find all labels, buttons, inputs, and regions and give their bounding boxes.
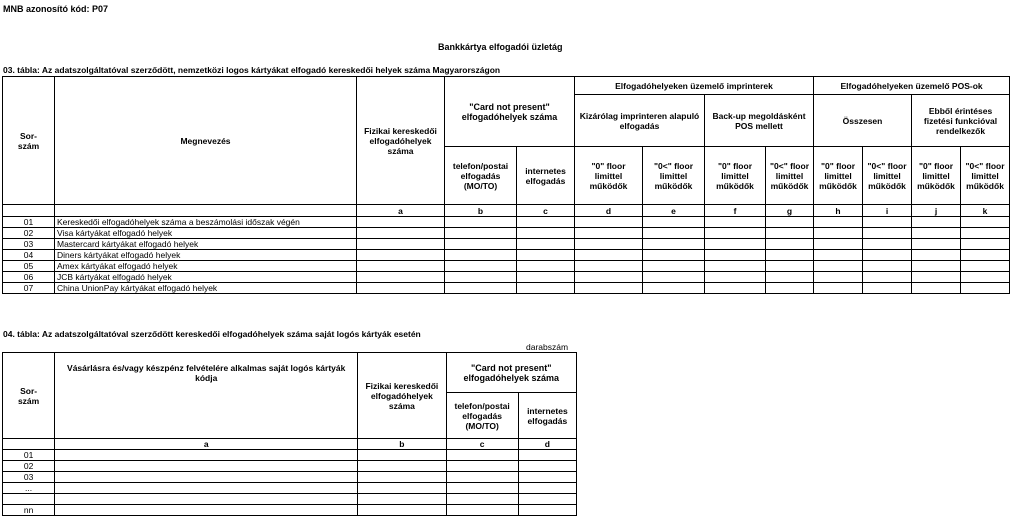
data-cell[interactable]: [358, 450, 446, 461]
col-letter: a: [55, 439, 358, 450]
data-cell[interactable]: [446, 483, 518, 494]
data-cell[interactable]: [766, 283, 814, 294]
data-cell[interactable]: [705, 228, 766, 239]
data-cell[interactable]: [575, 272, 643, 283]
data-cell[interactable]: [814, 228, 863, 239]
data-cell[interactable]: [575, 250, 643, 261]
data-cell[interactable]: [518, 483, 576, 494]
data-cell[interactable]: [705, 217, 766, 228]
fizikai-header: Fizikai kereskedői elfogadóhelyek száma: [357, 77, 445, 205]
table03-caption: 03. tábla: Az adatszolgáltatóval szerződött, nemzetközi logos kártyákat elfogadó kereskedői helyek száma Magyarországon: [3, 65, 501, 75]
megnevezes-header: Megnevezés: [55, 77, 357, 205]
data-cell[interactable]: [912, 250, 961, 261]
data-cell[interactable]: [55, 450, 358, 461]
data-cell[interactable]: [357, 261, 445, 272]
ebbol-header: Ebből érintéses fizetési funkcióval rendelkezők: [912, 95, 1010, 147]
data-cell[interactable]: [518, 450, 576, 461]
table-row: [3, 272, 1010, 283]
data-cell[interactable]: [961, 250, 1010, 261]
data-cell[interactable]: [445, 217, 517, 228]
cnp-header: "Card not present" elfogadóhelyek száma: [446, 353, 576, 393]
data-cell[interactable]: [55, 472, 358, 483]
data-cell[interactable]: [445, 272, 517, 283]
row-label: Kereskedői elfogadóhelyek száma a beszámolási időszak végén: [55, 217, 357, 228]
internetes-header: internetes elfogadás: [517, 147, 575, 205]
data-cell[interactable]: [961, 283, 1010, 294]
data-cell[interactable]: [705, 261, 766, 272]
row-number: [3, 494, 55, 505]
data-cell[interactable]: [912, 217, 961, 228]
data-cell[interactable]: [446, 461, 518, 472]
floorlt0-header: "0<" floor limittel működők: [643, 147, 705, 205]
data-cell[interactable]: [863, 272, 912, 283]
data-cell[interactable]: [358, 461, 446, 472]
sorszam-header: Sor- szám: [3, 77, 55, 205]
row-number: 04: [3, 250, 55, 261]
data-cell[interactable]: [55, 494, 358, 505]
pos-group-header: Elfogadóhelyeken üzemelő POS-ok: [814, 77, 1010, 95]
data-cell[interactable]: [518, 461, 576, 472]
data-cell[interactable]: [445, 239, 517, 250]
data-cell[interactable]: [766, 250, 814, 261]
osszesen-header: Összesen: [814, 95, 912, 147]
data-cell[interactable]: [643, 272, 705, 283]
data-cell[interactable]: [863, 283, 912, 294]
data-cell[interactable]: [863, 250, 912, 261]
data-cell[interactable]: [517, 283, 575, 294]
row-number: 02: [3, 461, 55, 472]
table-row: [3, 239, 1010, 250]
data-cell[interactable]: [357, 228, 445, 239]
data-cell[interactable]: [863, 217, 912, 228]
table-row: [3, 283, 1010, 294]
data-cell[interactable]: [55, 461, 358, 472]
row-number: nn: [3, 505, 55, 516]
data-cell[interactable]: [517, 217, 575, 228]
data-cell[interactable]: [445, 228, 517, 239]
imprinter-group-header: Elfogadóhelyeken üzemelő imprinterek: [575, 77, 814, 95]
data-cell[interactable]: [357, 272, 445, 283]
data-cell[interactable]: [961, 217, 1010, 228]
row-label: Amex kártyákat elfogadó helyek: [55, 261, 357, 272]
data-cell[interactable]: [961, 228, 1010, 239]
row-label: Visa kártyákat elfogadó helyek: [55, 228, 357, 239]
data-cell[interactable]: [705, 283, 766, 294]
row-number: 02: [3, 228, 55, 239]
col-letter: d: [575, 205, 643, 217]
page-title: Bankkártya elfogadói üzletág: [438, 42, 563, 52]
data-cell[interactable]: [446, 450, 518, 461]
data-cell[interactable]: [814, 261, 863, 272]
data-cell[interactable]: [445, 283, 517, 294]
data-cell[interactable]: [643, 250, 705, 261]
row-number: 01: [3, 217, 55, 228]
floorlt0-header: "0<" floor limittel működők: [961, 147, 1010, 205]
col-letter: b: [358, 439, 446, 450]
data-cell[interactable]: [863, 239, 912, 250]
vasarlas-header: Vásárlásra és/vagy készpénz felvételére alkalmas saját logós kártyák kódja: [55, 353, 358, 439]
data-cell[interactable]: [912, 228, 961, 239]
data-cell[interactable]: [766, 239, 814, 250]
data-cell[interactable]: [357, 283, 445, 294]
data-cell[interactable]: [814, 272, 863, 283]
data-cell[interactable]: [446, 505, 518, 516]
col-letter: c: [517, 205, 575, 217]
data-cell[interactable]: [357, 217, 445, 228]
data-cell[interactable]: [445, 261, 517, 272]
row-label: China UnionPay kártyákat elfogadó helyek: [55, 283, 357, 294]
col-letter: d: [518, 439, 576, 450]
data-cell[interactable]: [705, 239, 766, 250]
row-label: Diners kártyákat elfogadó helyek: [55, 250, 357, 261]
table04-caption: 04. tábla: Az adatszolgáltatóval szerződött kereskedői elfogadóhelyek száma saját logós kártyák esetén: [3, 329, 421, 339]
data-cell[interactable]: [912, 272, 961, 283]
row-number: 01: [3, 450, 55, 461]
fizikai-header: Fizikai kereskedői elfogadóhelyek száma: [358, 353, 446, 439]
data-cell[interactable]: [575, 228, 643, 239]
table-row: [3, 228, 1010, 239]
table-row: [3, 494, 577, 505]
internetes-header: internetes elfogadás: [518, 393, 576, 439]
data-cell[interactable]: [814, 217, 863, 228]
data-cell[interactable]: [357, 250, 445, 261]
floor0-header: "0" floor limittel működők: [814, 147, 863, 205]
table-row: [3, 505, 577, 516]
data-cell[interactable]: [517, 261, 575, 272]
data-cell[interactable]: [55, 483, 358, 494]
table-row: [3, 261, 1010, 272]
table-row: [3, 483, 577, 494]
table-row: [3, 472, 577, 483]
data-cell[interactable]: [517, 250, 575, 261]
floor0-header: "0" floor limittel működők: [705, 147, 766, 205]
table04: [2, 352, 577, 516]
row-number: 03: [3, 239, 55, 250]
row-label: Mastercard kártyákat elfogadó helyek: [55, 239, 357, 250]
data-cell[interactable]: [643, 217, 705, 228]
cnp-header: "Card not present" elfogadóhelyek száma: [445, 77, 575, 147]
data-cell[interactable]: [814, 239, 863, 250]
mnb-code: MNB azonosító kód: P07: [3, 4, 109, 14]
data-cell[interactable]: [705, 272, 766, 283]
data-cell[interactable]: [814, 283, 863, 294]
data-cell[interactable]: [766, 261, 814, 272]
data-cell[interactable]: [643, 283, 705, 294]
data-cell[interactable]: [961, 261, 1010, 272]
data-cell[interactable]: [55, 505, 358, 516]
unit-label: darabszám: [526, 342, 569, 352]
data-cell[interactable]: [705, 250, 766, 261]
data-cell[interactable]: [446, 494, 518, 505]
data-cell[interactable]: [518, 472, 576, 483]
col-letter: f: [705, 205, 766, 217]
table03: [2, 76, 1010, 294]
telefon-header: telefon/postai elfogadás (MO/TO): [445, 147, 517, 205]
floorlt0-header: "0<" floor limittel működők: [766, 147, 814, 205]
row-number: 03: [3, 472, 55, 483]
floor0-header: "0" floor limittel működők: [912, 147, 961, 205]
sorszam-header: Sor- szám: [3, 353, 55, 439]
col-letter: h: [814, 205, 863, 217]
data-cell[interactable]: [358, 483, 446, 494]
data-cell[interactable]: [517, 272, 575, 283]
row-number: ...: [3, 483, 55, 494]
data-cell[interactable]: [814, 250, 863, 261]
data-cell[interactable]: [445, 250, 517, 261]
data-cell[interactable]: [912, 283, 961, 294]
col-letter: i: [863, 205, 912, 217]
data-cell[interactable]: [575, 217, 643, 228]
data-cell[interactable]: [863, 228, 912, 239]
col-letter: b: [445, 205, 517, 217]
data-cell[interactable]: [518, 494, 576, 505]
col-letter: c: [446, 439, 518, 450]
data-cell[interactable]: [358, 494, 446, 505]
col-letter: g: [766, 205, 814, 217]
data-cell[interactable]: [912, 239, 961, 250]
table-row: [3, 450, 577, 461]
col-letter: k: [961, 205, 1010, 217]
data-cell[interactable]: [912, 261, 961, 272]
col-letter: a: [357, 205, 445, 217]
data-cell[interactable]: [358, 472, 446, 483]
data-cell[interactable]: [766, 272, 814, 283]
row-number: 06: [3, 272, 55, 283]
data-cell[interactable]: [358, 505, 446, 516]
data-cell[interactable]: [863, 261, 912, 272]
col-letter: j: [912, 205, 961, 217]
row-number: 05: [3, 261, 55, 272]
backup-header: Back-up megoldásként POS mellett: [705, 95, 814, 147]
data-cell[interactable]: [575, 283, 643, 294]
data-cell[interactable]: [518, 505, 576, 516]
data-cell[interactable]: [575, 239, 643, 250]
data-cell[interactable]: [766, 217, 814, 228]
floor0-header: "0" floor limittel működők: [575, 147, 643, 205]
data-cell[interactable]: [446, 472, 518, 483]
kizarolag-header: Kizárólag imprinteren alapuló elfogadás: [575, 95, 705, 147]
data-cell[interactable]: [961, 272, 1010, 283]
floorlt0-header: "0<" floor limittel működők: [863, 147, 912, 205]
row-label: JCB kártyákat elfogadó helyek: [55, 272, 357, 283]
table-row: [3, 217, 1010, 228]
table-row: [3, 461, 577, 472]
data-cell[interactable]: [575, 261, 643, 272]
data-cell[interactable]: [643, 239, 705, 250]
data-cell[interactable]: [517, 239, 575, 250]
data-cell[interactable]: [517, 228, 575, 239]
row-number: 07: [3, 283, 55, 294]
data-cell[interactable]: [961, 239, 1010, 250]
table-row: [3, 250, 1010, 261]
data-cell[interactable]: [357, 239, 445, 250]
data-cell[interactable]: [643, 228, 705, 239]
data-cell[interactable]: [643, 261, 705, 272]
data-cell[interactable]: [766, 228, 814, 239]
col-letter: e: [643, 205, 705, 217]
telefon-header: telefon/postai elfogadás (MO/TO): [446, 393, 518, 439]
